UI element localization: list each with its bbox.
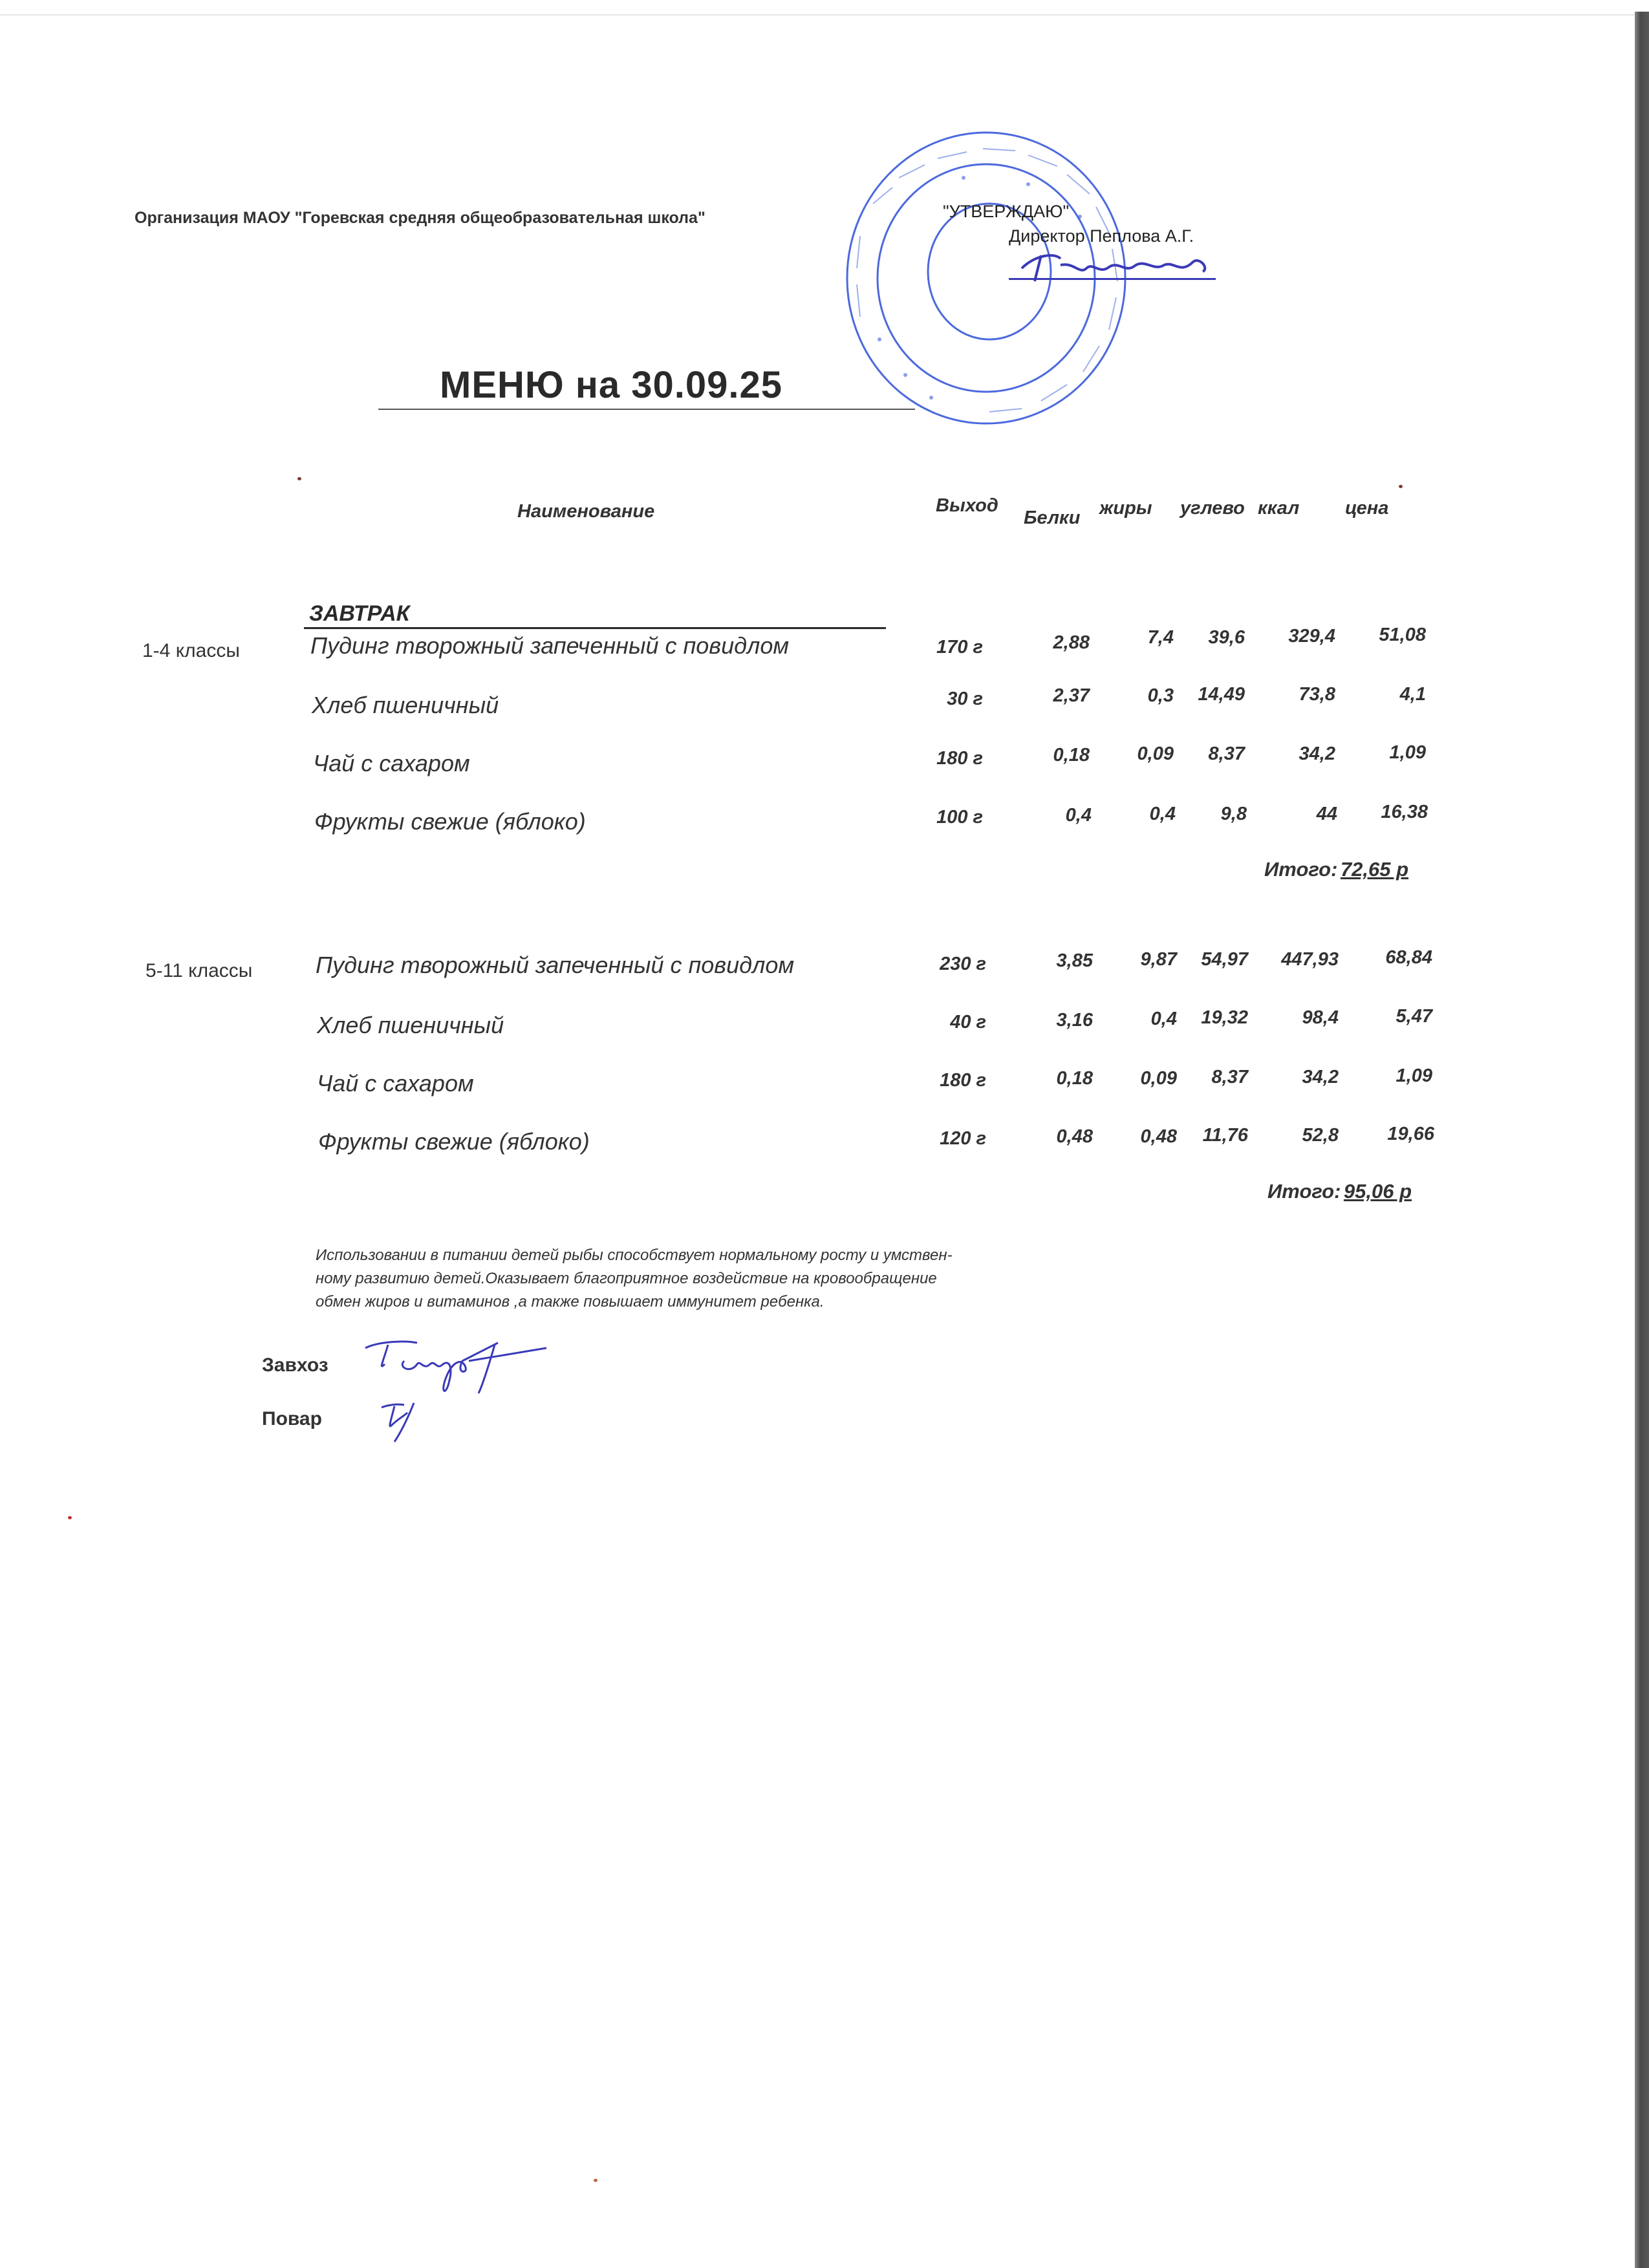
fat-cell: 0,48 <box>1140 1126 1177 1147</box>
protein-cell: 0,18 <box>1056 1068 1093 1089</box>
fat-cell: 0,09 <box>1137 744 1174 764</box>
kcal-cell: 73,8 <box>1299 684 1335 705</box>
price-cell: 1,09 <box>1396 1065 1432 1086</box>
column-header-name: Наименование <box>517 501 655 522</box>
organization-line: Организация МАОУ "Горевская средняя общеобразовательная школа" <box>135 209 706 227</box>
protein-cell: 3,85 <box>1056 950 1093 971</box>
scan-speck <box>297 477 301 480</box>
column-header-price: цена <box>1345 498 1389 519</box>
scan-speck <box>68 1516 72 1519</box>
output-cell: 30 г <box>947 689 983 709</box>
carbs-cell: 54,97 <box>1201 949 1248 970</box>
protein-cell: 0,18 <box>1053 745 1090 765</box>
fat-cell: 0,4 <box>1149 804 1176 824</box>
column-header-protein: Белки <box>1024 508 1081 528</box>
storekeeper-label: Завхоз <box>262 1354 329 1376</box>
cook-signature <box>378 1400 430 1445</box>
kcal-cell: 98,4 <box>1302 1007 1339 1028</box>
column-header-output: Выход <box>936 495 998 516</box>
carbs-cell: 11,76 <box>1202 1125 1248 1146</box>
output-cell: 180 г <box>940 1070 986 1091</box>
output-cell: 100 г <box>936 807 983 828</box>
carbs-cell: 8,37 <box>1208 744 1245 764</box>
protein-cell: 2,37 <box>1053 685 1090 706</box>
carbs-cell: 8,37 <box>1211 1067 1248 1087</box>
dish-name: Хлеб пшеничный <box>317 1012 504 1038</box>
output-cell: 230 г <box>940 954 986 974</box>
price-cell: 4,1 <box>1399 684 1426 705</box>
protein-cell: 2,88 <box>1053 632 1090 653</box>
carbs-cell: 19,32 <box>1201 1007 1248 1028</box>
output-cell: 120 г <box>940 1128 986 1149</box>
carbs-cell: 9,8 <box>1220 804 1247 824</box>
kcal-cell: 329,4 <box>1288 626 1335 647</box>
total-value: 95,06 р <box>1343 1180 1412 1203</box>
fat-cell: 9,87 <box>1140 949 1177 970</box>
output-cell: 180 г <box>936 748 983 769</box>
column-header-fat: жиры <box>1099 498 1152 519</box>
fat-cell: 0,3 <box>1147 685 1174 706</box>
total-label: Итого: <box>1267 1180 1341 1203</box>
price-cell: 19,66 <box>1387 1124 1434 1144</box>
director-signature-line <box>1009 278 1216 280</box>
cook-label: Повар <box>262 1408 322 1429</box>
kcal-cell: 44 <box>1316 804 1337 824</box>
nutrition-note-line: ному развитию детей.Оказывает благоприятное воздействие на кровообращение <box>316 1270 937 1287</box>
grade-label: 5-11 классы <box>146 960 253 981</box>
protein-cell: 0,4 <box>1065 805 1092 826</box>
fat-cell: 0,4 <box>1150 1009 1177 1029</box>
output-cell: 40 г <box>950 1012 986 1032</box>
kcal-cell: 34,2 <box>1299 744 1335 764</box>
price-cell: 1,09 <box>1389 742 1426 763</box>
dish-name: Пудинг творожный запеченный с повидлом <box>316 952 795 978</box>
fat-cell: 7,4 <box>1147 627 1174 648</box>
carbs-cell: 39,6 <box>1208 627 1245 648</box>
dish-name: Фрукты свежие (яблоко) <box>314 808 586 835</box>
fat-cell: 0,09 <box>1140 1068 1177 1089</box>
output-cell: 170 г <box>936 637 983 658</box>
price-cell: 16,38 <box>1381 802 1428 822</box>
column-header-carbs: углево <box>1180 498 1245 519</box>
scan-speck <box>1399 485 1403 488</box>
dish-name: Чай с сахаром <box>313 750 470 776</box>
price-cell: 68,84 <box>1385 947 1432 968</box>
dish-name: Хлеб пшеничный <box>312 692 499 718</box>
scan-speck <box>594 2179 598 2182</box>
dish-name: Фрукты свежие (яблоко) <box>318 1128 590 1155</box>
meal-title: ЗАВТРАК <box>309 601 410 626</box>
page-title: МЕНЮ на 30.09.25 <box>440 364 782 406</box>
scan-edge-top <box>0 14 1636 16</box>
kcal-cell: 447,93 <box>1281 949 1339 970</box>
meal-title-rule <box>304 627 886 629</box>
protein-cell: 0,48 <box>1056 1126 1093 1147</box>
total-value: 72,65 р <box>1340 858 1408 881</box>
nutrition-note-line: обмен жиров и витаминов ,а также повышает иммунитет ребенка. <box>316 1293 824 1311</box>
group-total <box>1264 858 1408 881</box>
carbs-cell: 14,49 <box>1198 684 1245 705</box>
total-label: Итого: <box>1264 858 1338 881</box>
price-cell: 5,47 <box>1396 1006 1432 1027</box>
director-name: Директор Пеплова А.Г. <box>1009 226 1194 246</box>
director-signature <box>1015 242 1222 288</box>
kcal-cell: 34,2 <box>1302 1067 1339 1087</box>
kcal-cell: 52,8 <box>1302 1125 1339 1146</box>
scan-edge-right <box>1635 12 1649 2268</box>
approval-heading: "УТВЕРЖДАЮ" <box>943 202 1070 221</box>
column-header-kcal: ккал <box>1258 498 1300 519</box>
group-total <box>1267 1180 1412 1203</box>
storekeeper-signature <box>359 1335 553 1406</box>
grade-label: 1-4 классы <box>142 640 240 661</box>
price-cell: 51,08 <box>1379 625 1426 645</box>
dish-name: Пудинг творожный запеченный с повидлом <box>310 632 790 659</box>
dish-name: Чай с сахаром <box>317 1070 474 1097</box>
title-rule <box>378 409 915 410</box>
protein-cell: 3,16 <box>1056 1010 1093 1031</box>
nutrition-note-line: Использовании в питании детей рыбы способствует нормальному росту и умствен- <box>316 1246 953 1264</box>
